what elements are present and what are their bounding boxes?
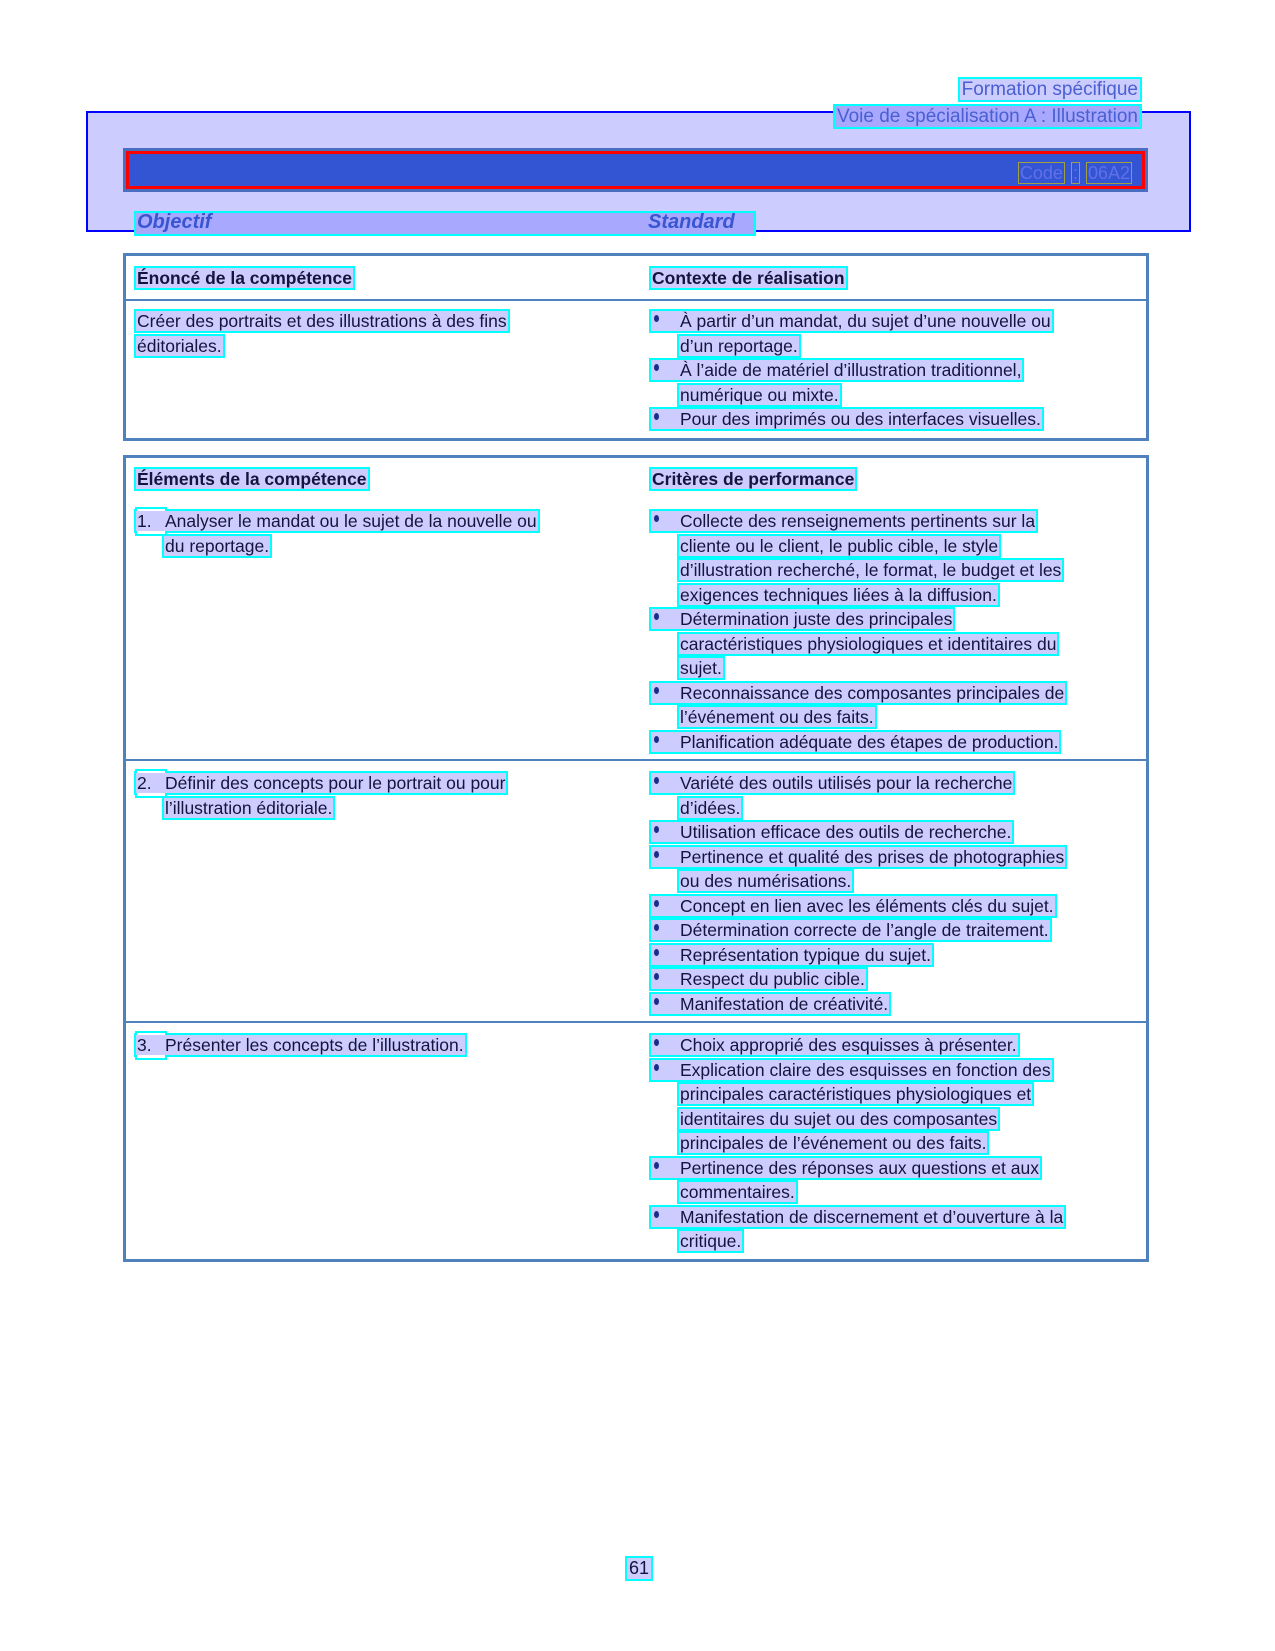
code-separator: :: [1072, 163, 1078, 183]
line-text: [651, 732, 1059, 752]
line-content: Définir des concepts pour le portrait ou pour: [165, 773, 506, 793]
line-content: l’événement ou des faits.: [680, 707, 874, 727]
text-line: [651, 1229, 1138, 1254]
table-header-row: [126, 458, 1146, 499]
line-text: [651, 311, 1052, 331]
competence-element: [126, 771, 641, 1016]
text-line: [651, 869, 1138, 894]
line-content: l’illustration éditoriale.: [165, 797, 333, 818]
line-text: [136, 1035, 465, 1055]
line-content: Pertinence et qualité des prises de photographies: [680, 846, 1065, 867]
text-line: [651, 845, 1138, 870]
line-content: numérique ou mixte.: [680, 384, 839, 405]
line-content: Manifestation de créativité.: [680, 993, 889, 1014]
line-content: Planification adéquate des étapes de production.: [680, 731, 1059, 752]
text-line: [651, 534, 1138, 559]
item-number: 3.: [137, 1035, 152, 1055]
line-content: principales de l’événement ou des faits.: [680, 1133, 987, 1153]
line-content: Créer des portraits et des illustrations à des fins: [137, 311, 507, 331]
text-line: [651, 992, 1138, 1017]
header-program: Formation spécifique: [961, 79, 1138, 100]
line-text: [651, 847, 1065, 867]
column-header: Critères de performance: [652, 469, 855, 489]
column-header: Énoncé de la compétence: [137, 268, 352, 288]
text-line: [651, 383, 1138, 408]
line-text: [136, 511, 538, 531]
line-content: Respect du public cible.: [680, 969, 865, 989]
competence-statement-table: [123, 253, 1149, 441]
line-text: [679, 871, 852, 891]
text-line: [136, 534, 641, 559]
line-text: [651, 773, 1013, 793]
line-text: [679, 1182, 796, 1202]
line-content: principales caractéristiques physiologiques et: [680, 1084, 1032, 1104]
line-content: Pertinence des réponses aux questions et aux: [680, 1157, 1039, 1178]
text-line: [651, 583, 1138, 608]
text-line: [651, 730, 1138, 755]
code-label: Code: [1019, 163, 1063, 183]
text-line: [136, 771, 641, 796]
line-text: [164, 798, 333, 818]
text-line: [651, 407, 1138, 432]
line-text: [679, 1084, 1032, 1104]
standard-heading: Standard: [648, 211, 735, 233]
line-text: [651, 409, 1042, 429]
performance-criteria-list: [641, 771, 1146, 1016]
text-line: [136, 1033, 641, 1058]
competence-element: [126, 1033, 641, 1254]
line-content: Manifestation de discernement et d’ouverture à la: [680, 1206, 1064, 1227]
line-content: Analyser le mandat ou le sujet de la nouvelle ou: [165, 511, 537, 531]
text-line: [136, 334, 641, 359]
text-line: [651, 1058, 1138, 1083]
elements-criteria-table: [123, 455, 1149, 1262]
line-content: Représentation typique du sujet.: [680, 944, 931, 965]
text-line: [651, 1107, 1138, 1132]
performance-criteria-list: [641, 509, 1146, 754]
text-line: [651, 1156, 1138, 1181]
line-content: caractéristiques physiologiques et identitaires du: [680, 633, 1057, 654]
table-row: [126, 499, 1146, 759]
line-text: [136, 773, 506, 793]
text-line: [651, 705, 1138, 730]
line-text: [651, 945, 932, 965]
line-text: [651, 511, 1036, 531]
header-specialization: Voie de spécialisation A : Illustration: [836, 106, 1138, 127]
line-text: [136, 311, 508, 331]
text-line: [651, 1033, 1138, 1058]
line-text: [651, 1207, 1064, 1227]
table-header-row: [126, 256, 1146, 299]
line-text: [679, 385, 840, 405]
line-text: [679, 1109, 998, 1129]
line-content: Détermination juste des principales: [680, 609, 953, 629]
line-text: [651, 609, 953, 629]
text-line: [651, 967, 1138, 992]
text-line: [651, 894, 1138, 919]
line-text: [679, 707, 875, 727]
line-text: [679, 634, 1057, 654]
line-text: [651, 822, 1012, 842]
text-line: [651, 358, 1138, 383]
line-content: d’un reportage.: [680, 335, 798, 356]
line-text: [651, 1060, 1052, 1080]
competence-element: [126, 509, 641, 754]
line-content: Reconnaissance des composantes principales de: [680, 682, 1065, 703]
line-content: Présenter les concepts de l’illustration.: [165, 1035, 464, 1055]
text-line: [651, 309, 1138, 334]
line-text: [679, 1231, 742, 1251]
page-number: 61: [629, 1558, 650, 1578]
item-number: 2.: [137, 773, 152, 793]
line-content: Concept en lien avec les éléments clés du sujet.: [680, 895, 1054, 916]
line-text: [679, 1133, 987, 1153]
line-content: commentaires.: [680, 1182, 795, 1202]
line-text: [651, 920, 1050, 940]
line-text: [651, 1035, 1018, 1055]
line-text: [679, 585, 998, 605]
line-content: À partir d’un mandat, du sujet d’une nouvelle ou: [680, 311, 1051, 331]
line-content: critique.: [680, 1231, 742, 1251]
line-text: [651, 1158, 1040, 1178]
text-line: [136, 796, 641, 821]
context-list: [641, 309, 1146, 432]
line-text: [651, 896, 1055, 916]
line-text: [136, 336, 223, 356]
line-content: cliente ou le client, le public cible, le style: [680, 535, 999, 556]
competence-statement: [126, 309, 641, 432]
line-content: Pour des imprimés ou des interfaces visuelles.: [680, 409, 1041, 429]
text-line: [651, 607, 1138, 632]
line-content: éditoriales.: [137, 335, 222, 356]
table-row: [126, 299, 1146, 438]
line-content: Choix approprié des esquisses à présenter.: [680, 1035, 1017, 1055]
text-line: [651, 681, 1138, 706]
text-line: [651, 820, 1138, 845]
text-line: [651, 918, 1138, 943]
line-content: Détermination correcte de l’angle de traitement.: [680, 920, 1049, 940]
line-text: [679, 560, 1062, 580]
line-content: exigences techniques liées à la diffusion.: [680, 584, 997, 605]
line-content: Explication claire des esquisses en fonction des: [680, 1059, 1051, 1080]
text-line: [651, 1205, 1138, 1230]
code-bar: [123, 148, 1148, 192]
performance-criteria-list: [641, 1033, 1146, 1254]
line-text: [679, 336, 799, 356]
text-line: [136, 309, 641, 334]
line-text: [651, 994, 889, 1014]
table-row: [126, 759, 1146, 1021]
line-content: ou des numérisations.: [680, 871, 852, 891]
line-content: du reportage.: [165, 535, 270, 556]
line-text: [164, 536, 270, 556]
objectif-heading: Objectif: [137, 211, 212, 233]
table-row: [126, 1021, 1146, 1259]
text-line: [651, 558, 1138, 583]
code-value: 06A2: [1087, 163, 1130, 183]
text-line: [651, 796, 1138, 821]
column-header: Éléments de la compétence: [137, 469, 367, 489]
text-line: [651, 771, 1138, 796]
line-content: sujet.: [680, 658, 722, 678]
line-content: Variété des outils utilisés pour la recherche: [680, 773, 1013, 793]
line-text: [651, 683, 1065, 703]
line-content: d’illustration recherché, le format, le budget et les: [680, 560, 1062, 580]
text-line: [651, 1180, 1138, 1205]
line-text: [651, 969, 866, 989]
text-line: [651, 1131, 1138, 1156]
text-line: [651, 1082, 1138, 1107]
text-line: [651, 656, 1138, 681]
line-text: [651, 360, 1022, 380]
line-content: d’idées.: [680, 797, 741, 818]
line-content: À l’aide de matériel d’illustration traditionnel,: [680, 360, 1022, 380]
item-number: 1.: [137, 511, 152, 531]
line-content: Collecte des renseignements pertinents sur la: [680, 511, 1036, 531]
text-line: [651, 943, 1138, 968]
text-line: [651, 334, 1138, 359]
column-header: Contexte de réalisation: [652, 268, 845, 288]
line-text: [679, 658, 723, 678]
line-text: [679, 798, 741, 818]
line-content: identitaires du sujet ou des composantes: [680, 1108, 998, 1129]
text-line: [651, 632, 1138, 657]
line-text: [679, 536, 999, 556]
text-line: [651, 509, 1138, 534]
text-line: [136, 509, 641, 534]
line-content: Utilisation efficace des outils de recherche.: [680, 822, 1012, 842]
